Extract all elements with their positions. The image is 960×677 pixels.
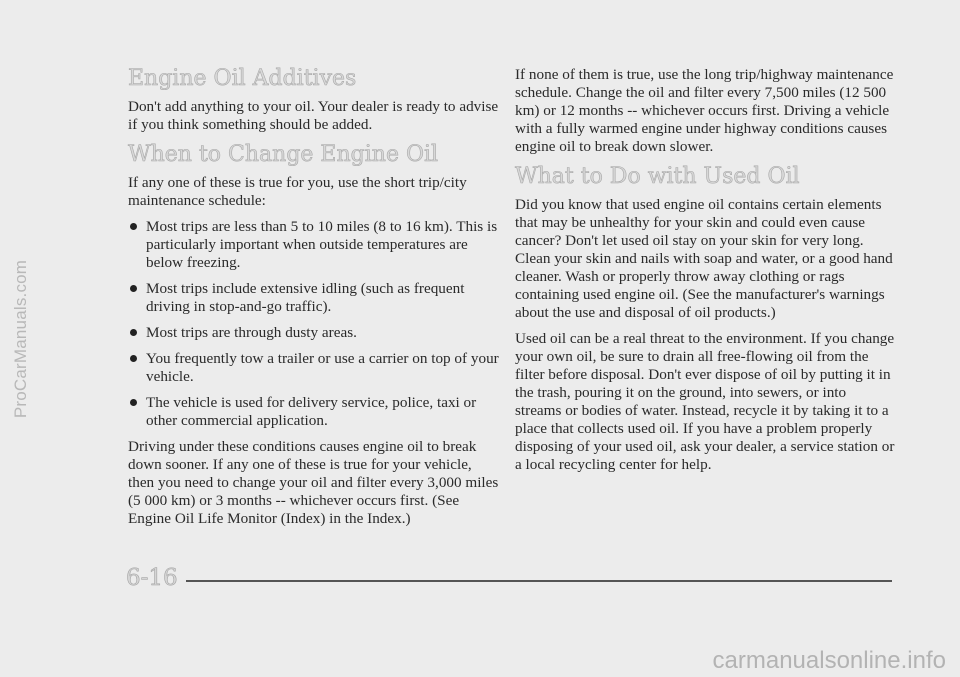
left-column: [128, 66, 500, 536]
paragraph-long-trip: If none of them is true, use the long trip/highway maintenance schedule. Change the oil and filter every 7,500 miles (12 500 km) or 12 months -- whichever occurs first. Driving a vehicle with a fully warmed engine under highway conditions causes engine oil to break down slower.: [515, 66, 894, 155]
section-when-to-change: [128, 142, 500, 528]
bullet-icon: [130, 329, 137, 336]
page-footer: [126, 563, 892, 593]
list-item: [128, 218, 500, 272]
list-item-text: Most trips are less than 5 to 10 miles (8 to 16 km). This is particularly important when outside temperatures are below freezing.: [146, 218, 498, 271]
paragraph-short-trip-intro: If any one of these is true for you, use the short trip/city maintenance schedule:: [128, 174, 467, 209]
section-used-oil: [515, 164, 895, 474]
list-item: [128, 394, 500, 430]
bullet-icon: [130, 285, 137, 292]
list-item: [128, 324, 500, 342]
list-item-text: Most trips include extensive idling (such as frequent driving in stop-and-go traffic).: [146, 280, 465, 315]
bottom-watermark: carmanualsonline.info: [712, 647, 946, 674]
list-item-text: The vehicle is used for delivery service, police, taxi or other commercial application.: [146, 394, 477, 429]
paragraph-used-oil-health: Did you know that used engine oil contains certain elements that may be unhealthy for your skin and could even cause cancer? Don't let used oil stay on your skin for very long. Clean your skin and nails with soap and water, or a good hand cleaner. Wash or properly throw away clothing or rags containing used engine oil. (See the manufacturer's warnings about the use and disposal of oil products.): [515, 196, 893, 321]
section-engine-oil-additives: [128, 66, 500, 134]
bullet-icon: [130, 223, 137, 230]
page-number: 6-16: [126, 565, 178, 591]
heading-when-to-change: When to Change Engine Oil: [128, 142, 439, 167]
heading-engine-oil-additives: Engine Oil Additives: [128, 66, 357, 91]
paragraph-used-oil-environment: Used oil can be a real threat to the environment. If you change your own oil, be sure to drain all free-flowing oil from the filter before disposal. Don't ever dispose of oil by putting it in the trash, pouring it on the ground, into sewers, or into streams or bodies of water. Instead, recycle it by taking it to a place that collects used oil. If you have a problem properly disposing of your used oil, ask your dealer, a service station or a local recycling center for help.: [515, 330, 895, 473]
list-item-text: You frequently tow a trailer or use a carrier on top of your vehicle.: [146, 350, 499, 385]
side-watermark: [8, 0, 34, 677]
paragraph-additives: Don't add anything to your oil. Your dealer is ready to advise if you think something should be added.: [128, 98, 499, 133]
paragraph-change-interval: Driving under these conditions causes engine oil to break down sooner. If any one of these is true for your vehicle, then you need to change your oil and filter every 3,000 miles (5 000 km) or 3 months -- whichever occurs first. (See Engine Oil Life Monitor (Index) in the Index.): [128, 438, 499, 527]
list-item: [128, 350, 500, 386]
bullet-icon: [130, 399, 137, 406]
right-column: [515, 66, 895, 482]
list-item: [128, 280, 500, 316]
side-watermark-text: ProCarManuals.com: [11, 259, 30, 418]
heading-used-oil: What to Do with Used Oil: [515, 164, 800, 189]
condition-list: [128, 218, 500, 430]
footer-rule: [186, 580, 892, 582]
list-item-text: Most trips are through dusty areas.: [146, 324, 357, 341]
bullet-icon: [130, 355, 137, 362]
